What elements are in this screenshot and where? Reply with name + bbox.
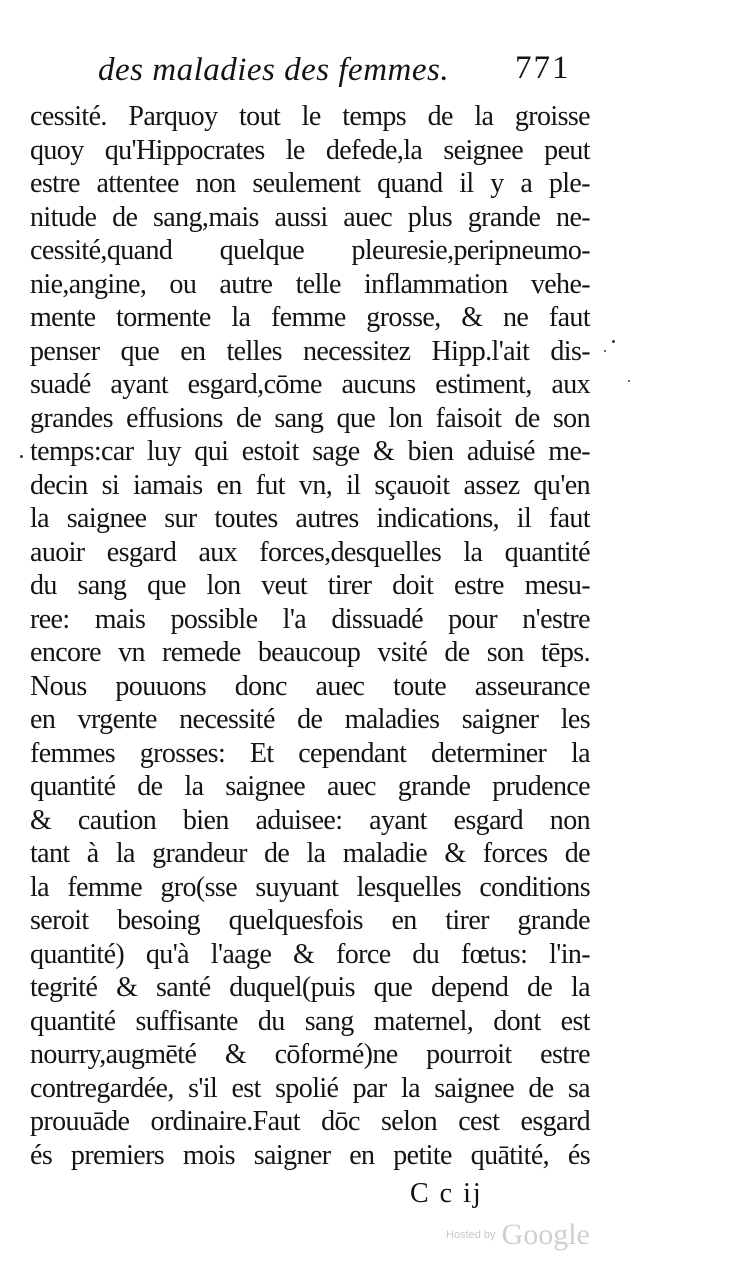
- body-text: [30, 100, 590, 1172]
- scan-speck: [20, 455, 23, 458]
- text-line: prouuāde ordinaire.Faut dōc selon cest esgard: [30, 1106, 590, 1137]
- text-line: cessité. Parquoy tout le temps de la groisse: [30, 101, 590, 132]
- text-line: seroit besoing quelquesfois en tirer grande: [30, 905, 590, 936]
- text-line: contregardée, s'il est spolié par la saignee de sa: [30, 1072, 590, 1104]
- text-line: nourry,augmēté & cōformé)ne pourroit estre: [30, 1039, 590, 1070]
- scan-speck: [604, 350, 606, 352]
- google-watermark: [446, 1218, 590, 1252]
- running-title: des maladies des femmes.: [98, 52, 450, 88]
- text-line: la saignee sur toutes autres indications, il faut: [30, 503, 590, 534]
- text-line: grandes effusions de sang que lon faisoit de son: [30, 402, 590, 434]
- hosted-by-label: Hosted by: [446, 1229, 496, 1241]
- text-line: ree: mais possible l'a dissuadé pour n'estre: [30, 603, 590, 635]
- scan-speck: [612, 340, 615, 343]
- text-line: mente tormente la femme grosse, & ne faut: [30, 302, 590, 333]
- page-number: 771: [515, 50, 571, 86]
- signature-mark: C c ij: [410, 1178, 483, 1209]
- text-line: quantité suffisante du sang maternel, dont est: [30, 1005, 590, 1037]
- text-line: suadé ayant esgard,cōme aucuns estiment, aux: [30, 369, 590, 400]
- text-line: decin si iamais en fut vn, il sçauoit assez qu'en: [30, 469, 590, 501]
- google-logo: Google: [501, 1218, 590, 1251]
- text-line: femmes grosses: Et cependant determiner la: [30, 737, 590, 769]
- text-line: & caution bien aduisee: ayant esgard non: [30, 804, 590, 836]
- text-line: encore vn remede beaucoup vsité de son tēps.: [30, 637, 590, 668]
- text-line: tant à la grandeur de la maladie & forces de: [30, 838, 590, 869]
- text-line: quantité de la saignee auec grande prudence: [30, 771, 590, 802]
- text-line: en vrgente necessité de maladies saigner les: [30, 704, 590, 735]
- text-line: la femme gro(sse suyuant lesquelles conditions: [30, 871, 590, 903]
- text-line: quantité) qu'à l'aage & force du fœtus: l'in-: [30, 938, 590, 970]
- text-line: penser que en telles necessitez Hipp.l'ait dis-: [30, 335, 590, 367]
- text-line: temps:car luy qui estoit sage & bien aduisé me-: [30, 436, 590, 467]
- text-line: nie,angine, ou autre telle inflammation vehe-: [30, 268, 590, 300]
- text-line: tegrité & santé duquel(puis que depend de la: [30, 972, 590, 1003]
- text-line: és premiers mois saigner en petite quātité, és: [30, 1139, 590, 1171]
- text-line: auoir esgard aux forces,desquelles la quantité: [30, 536, 590, 568]
- text-line: cessité,quand quelque pleuresie,peripneumo-: [30, 235, 590, 266]
- text-line: quoy qu'Hippocrates le defede,la seignee peut: [30, 134, 590, 166]
- text-line: nitude de sang,mais aussi auec plus grande ne-: [30, 201, 590, 233]
- text-line: estre attentee non seulement quand il y a ple-: [30, 168, 590, 199]
- scan-speck: [628, 380, 630, 382]
- text-line: Nous pouuons donc auec toute asseurance: [30, 670, 590, 702]
- text-line: du sang que lon veut tirer doit estre mesu-: [30, 570, 590, 601]
